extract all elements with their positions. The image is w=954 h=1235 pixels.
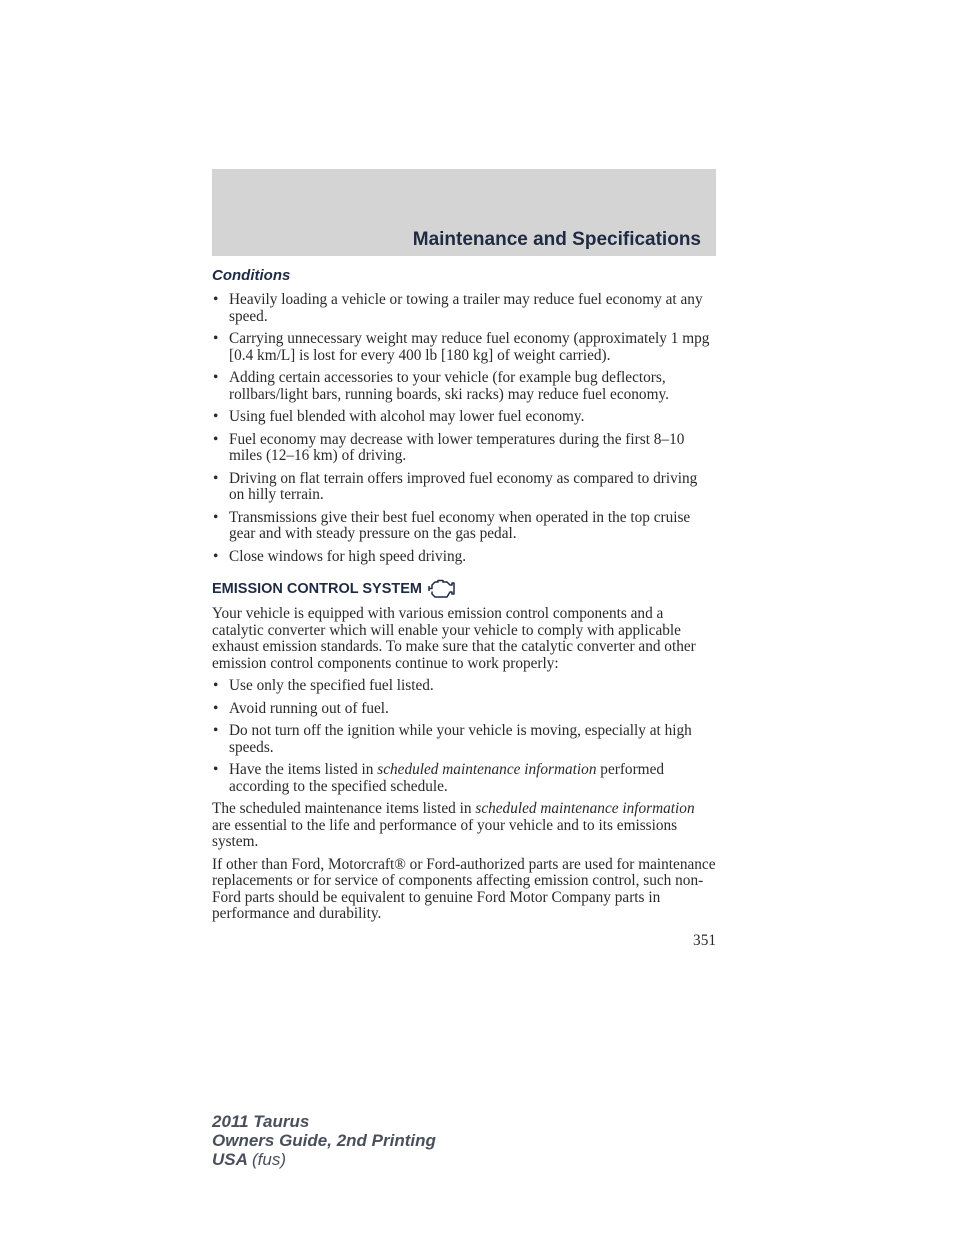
footer-region: USA (fus) — [212, 1150, 286, 1169]
list-item: • Fuel economy may decrease with lower temperatures during the first 8–10 miles (12–16 km) of driving. — [213, 430, 685, 464]
conditions-list — [212, 292, 716, 565]
list-item: • Have the items listed in scheduled maintenance information performed according to the specified schedule. — [213, 761, 665, 795]
emission-paragraph-2: The scheduled maintenance items listed in scheduled maintenance information are essential to the life and performance of your vehicle and to its emissions system. — [212, 800, 695, 850]
list-item: • Using fuel blended with alcohol may lower fuel economy. — [213, 408, 585, 425]
bullet: • — [213, 430, 219, 448]
bullet: • — [213, 508, 219, 526]
emission-intro: Your vehicle is equipped with various emission control components and a catalytic converter which will enable your vehicle to comply with applicable exhaust emission standards. To make sure that the catalytic converter and other emission control components continue to work properly: — [212, 605, 696, 672]
document-footer — [212, 1112, 436, 1169]
list-item: • Heavily loading a vehicle or towing a trailer may reduce fuel economy at any speed. — [213, 291, 703, 325]
footer-model: 2011 Taurus — [212, 1112, 310, 1131]
bullet: • — [213, 408, 219, 425]
bullet: • — [213, 469, 219, 487]
list-item: • Do not turn off the ignition while your vehicle is moving, especially at high speeds. — [213, 722, 692, 756]
list-item: • Driving on flat terrain offers improved fuel economy as compared to driving on hilly terrain. — [213, 469, 698, 503]
section-title: Maintenance and Specifications — [412, 229, 701, 250]
footer-guide: Owners Guide, 2nd Printing — [212, 1131, 436, 1150]
bullet: • — [213, 699, 219, 717]
engine-icon — [426, 579, 456, 599]
list-item: • Transmissions give their best fuel economy when operated in the top cruise gear and with steady pressure on the gas pedal. — [213, 508, 691, 542]
list-item: • Use only the specified fuel listed. — [213, 677, 434, 694]
list-item: • Close windows for high speed driving. — [213, 547, 467, 565]
bullet: • — [213, 761, 219, 778]
list-item: • Adding certain accessories to your vehicle (for example bug deflectors, rollbars/light bars, running boards, ski racks) may reduce fuel economy. — [213, 369, 669, 403]
bullet: • — [213, 677, 219, 694]
bullet: • — [213, 369, 219, 386]
reference-link-text: scheduled maintenance information — [475, 800, 695, 817]
page-number: 351 — [693, 931, 716, 949]
list-item: • Carrying unnecessary weight may reduce fuel economy (approximately 1 mpg [0.4 km/L] is lost for every 400 lb [180 kg] of weight carried). — [213, 330, 710, 364]
bullet: • — [213, 722, 219, 739]
emission-heading-text: EMISSION CONTROL SYSTEM — [212, 581, 423, 597]
reference-link-text: scheduled maintenance information — [377, 761, 597, 778]
emission-list — [212, 678, 716, 795]
list-item: • Avoid running out of fuel. — [213, 699, 389, 717]
bullet: • — [213, 291, 219, 308]
emission-paragraph-3: If other than Ford, Motorcraft® or Ford-authorized parts are used for maintenance replacements or for service of components affecting emission control, such non-Ford parts should be equivalent to genuine Ford Motor Company parts in performance and durability. — [212, 855, 716, 922]
emission-heading — [212, 579, 716, 599]
page-content — [212, 267, 716, 949]
bullet: • — [213, 330, 219, 347]
bullet: • — [213, 547, 219, 565]
conditions-heading: Conditions — [212, 267, 291, 284]
section-header-band — [212, 169, 716, 256]
